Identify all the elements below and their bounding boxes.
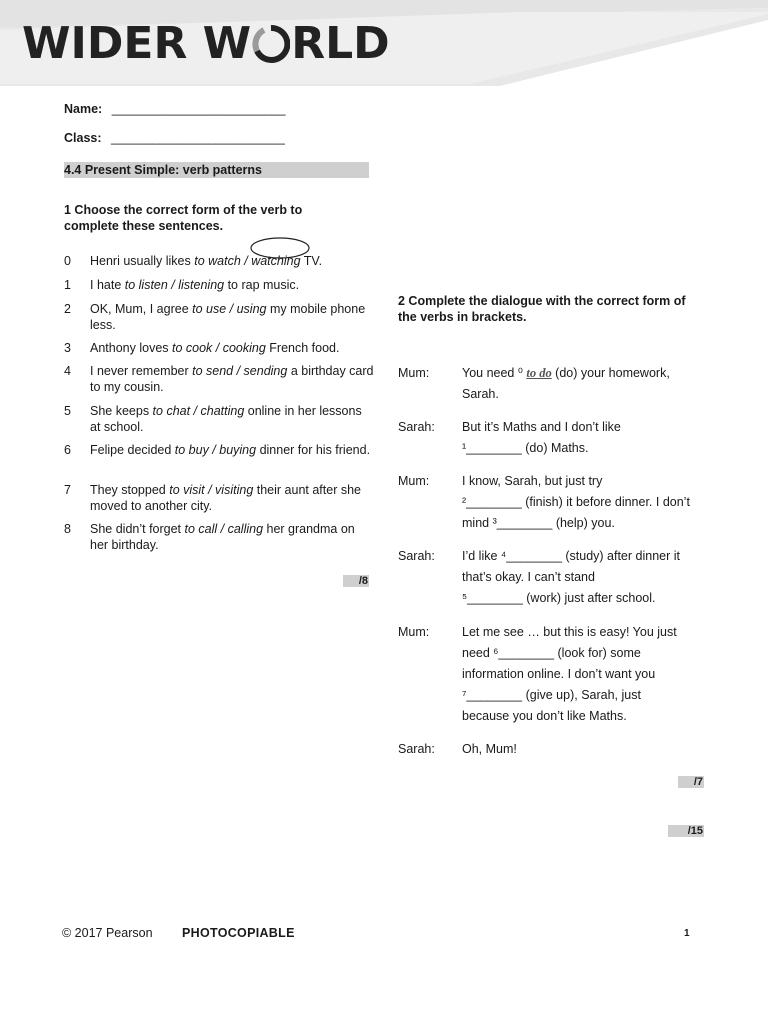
name-field xyxy=(64,102,286,116)
example-answer: to do xyxy=(526,366,552,380)
item-options[interactable]: to listen / listening xyxy=(124,278,225,292)
exercise1-title xyxy=(64,202,374,234)
item-text-pre: She didn’t forget xyxy=(90,522,185,536)
item-options[interactable]: to watch / watching xyxy=(194,254,301,268)
item-text xyxy=(90,363,375,395)
dialogue-line-text: (do) your homework, xyxy=(551,366,670,380)
dialogue-line: But it’s Maths and I don’t like xyxy=(462,420,621,434)
exercise1-title-line2: complete these sentences. xyxy=(64,219,224,233)
item-options[interactable]: to visit / visiting xyxy=(169,483,254,497)
dialogue-line: Let me see … but this is easy! You just xyxy=(462,625,677,639)
item-text xyxy=(90,521,375,553)
dialogue-speaker: Mum: xyxy=(398,366,430,380)
answer-circle-mark xyxy=(249,236,311,260)
item-options[interactable]: to cook / cooking xyxy=(172,341,266,355)
name-label: Name: xyxy=(64,102,103,116)
item-text-post: French food. xyxy=(265,341,340,355)
item-text-pre: Henri usually likes xyxy=(90,254,195,268)
exercise2-title-line2: the verbs in brackets. xyxy=(398,310,527,324)
item-text xyxy=(90,277,375,293)
item-text-pre: OK, Mum, I agree xyxy=(90,302,193,316)
item-number: 0 xyxy=(64,254,71,268)
item-text-pre: Felipe decided xyxy=(90,443,175,457)
item-text-pre: They stopped xyxy=(90,483,170,497)
class-line: _________________________ xyxy=(111,131,285,145)
item-text-post: to rap music. xyxy=(224,278,300,292)
dialogue-line: Oh, Mum! xyxy=(462,742,517,756)
dialogue-line: that’s okay. I can’t stand xyxy=(462,570,595,584)
item-text-post: my mobile phone less. xyxy=(90,302,366,332)
wider-world-logo xyxy=(22,16,390,72)
item-number: 6 xyxy=(64,443,71,457)
item-text xyxy=(90,482,375,514)
exercise2-title-line1: 2 Complete the dialogue with the correct form of xyxy=(398,294,686,308)
item-text-pre: She keeps xyxy=(90,404,153,418)
dialogue-speaker: Mum: xyxy=(398,625,430,639)
dialogue-line: ¹________ (do) Maths. xyxy=(462,441,589,455)
class-field xyxy=(64,131,285,145)
item-text-post: online in her lessons at school. xyxy=(90,404,362,434)
item-text-post: dinner for his friend. xyxy=(256,443,371,457)
item-text xyxy=(90,253,375,269)
dialogue-line: need ⁶________ (look for) some xyxy=(462,646,641,660)
item-text xyxy=(90,403,375,435)
item-options[interactable]: to buy / buying xyxy=(174,443,257,457)
item-text-pre: I never remember xyxy=(90,364,193,378)
item-text xyxy=(90,442,375,458)
dialogue-speaker: Sarah: xyxy=(398,549,435,563)
item-options[interactable]: to send / sending xyxy=(192,364,288,378)
exercise2-title xyxy=(398,293,718,325)
name-line: _________________________ xyxy=(111,102,286,116)
dialogue-speaker: Sarah: xyxy=(398,742,435,756)
total-score: /15 xyxy=(668,825,704,837)
page-number: 1 xyxy=(684,928,690,939)
item-text xyxy=(90,301,375,333)
dialogue-line-text: You need ⁰ xyxy=(462,366,527,380)
item-number: 7 xyxy=(64,483,71,497)
item-number: 1 xyxy=(64,278,71,292)
dialogue-speaker: Sarah: xyxy=(398,420,435,434)
footer-photocopiable: PHOTOCOPIABLE xyxy=(182,926,295,940)
dialogue-line: mind ³________ (help) you. xyxy=(462,516,615,530)
logo-o-icon xyxy=(252,24,290,64)
exercise2-score: /7 xyxy=(678,776,704,788)
dialogue-line: I know, Sarah, but just try xyxy=(462,474,603,488)
logo-text-1: WIDER W xyxy=(22,18,252,69)
logo-text-2: RLD xyxy=(291,18,390,69)
item-text-pre: I hate xyxy=(90,278,125,292)
item-number: 5 xyxy=(64,404,71,418)
dialogue-line: ²________ (finish) it before dinner. I don’t xyxy=(462,495,690,509)
dialogue-speaker: Mum: xyxy=(398,474,430,488)
dialogue-line: Sarah. xyxy=(462,387,499,401)
item-number: 4 xyxy=(64,364,71,378)
item-text-post: TV. xyxy=(300,254,323,268)
exercise1-score: /8 xyxy=(343,575,369,587)
item-number: 2 xyxy=(64,302,71,316)
item-text-post: their aunt after she moved to another city. xyxy=(90,483,361,513)
section-bar xyxy=(64,162,369,178)
item-text-pre: Anthony loves xyxy=(90,341,172,355)
dialogue-line: ⁷________ (give up), Sarah, just xyxy=(462,688,641,702)
exercise1-title-line1: 1 Choose the correct form of the verb to xyxy=(64,203,303,217)
dialogue-line: I’d like ⁴________ (study) after dinner it xyxy=(462,549,680,563)
item-number: 8 xyxy=(64,522,71,536)
dialogue-line: because you don’t like Maths. xyxy=(462,709,627,723)
section-title: 4.4 Present Simple: verb patterns xyxy=(64,163,262,177)
item-number: 3 xyxy=(64,341,71,355)
dialogue-line: ⁵________ (work) just after school. xyxy=(462,591,656,605)
dialogue-line xyxy=(462,363,707,384)
item-options[interactable]: to use / using xyxy=(192,302,267,316)
class-label: Class: xyxy=(64,131,102,145)
item-options[interactable]: to call / calling xyxy=(184,522,264,536)
footer-copyright: © 2017 Pearson xyxy=(62,926,153,940)
item-text-post: her grandma on her birthday. xyxy=(90,522,355,552)
item-text-post: a birthday card to my cousin. xyxy=(90,364,374,394)
dialogue-line: information online. I don’t want you xyxy=(462,667,656,681)
item-text xyxy=(90,340,375,356)
item-options[interactable]: to chat / chatting xyxy=(152,404,245,418)
